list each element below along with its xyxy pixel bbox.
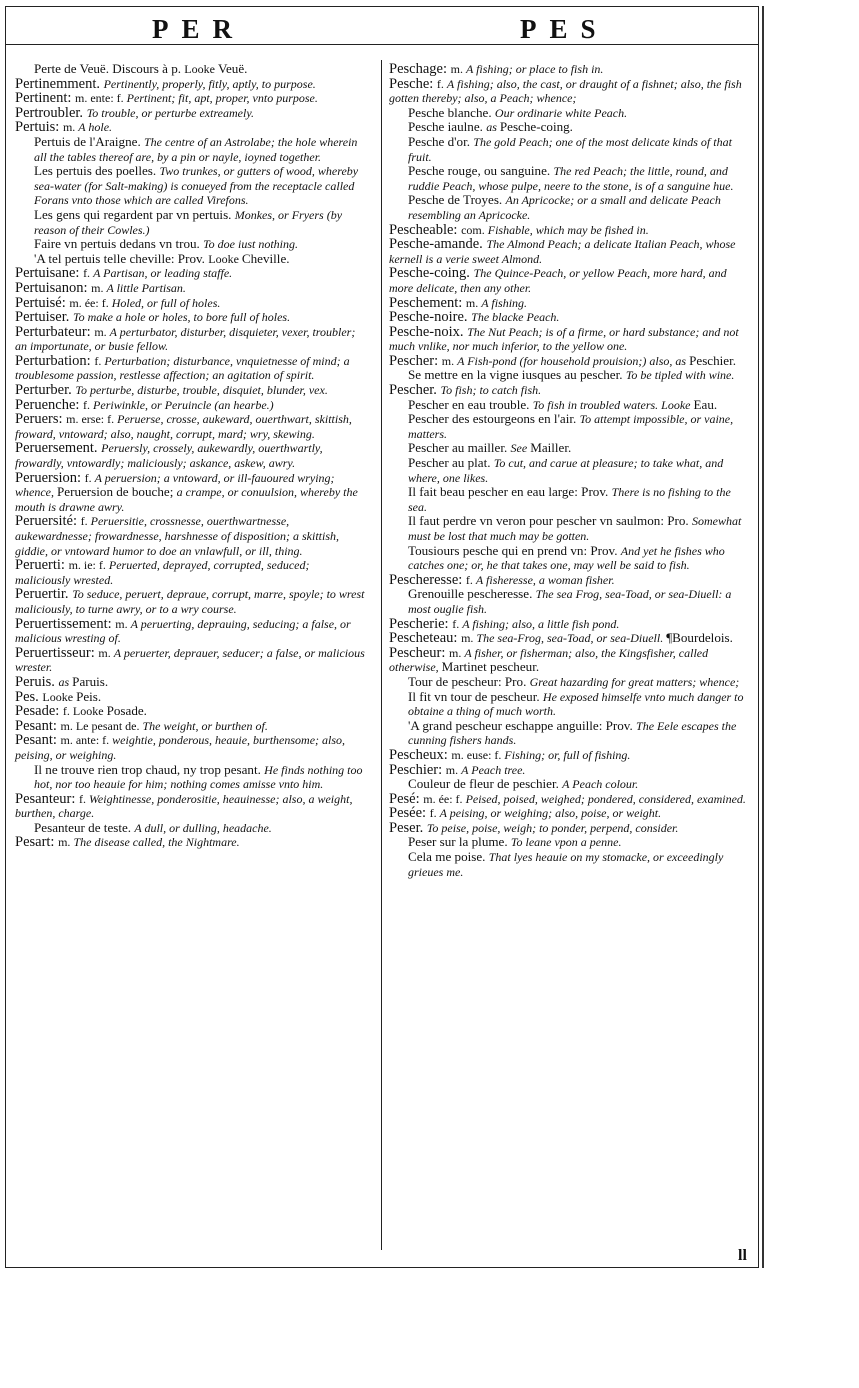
dictionary-subentry xyxy=(389,544,749,573)
headword: Pescherie: xyxy=(389,615,453,632)
headword: Cela me poise. xyxy=(408,849,489,865)
grammar: f. xyxy=(465,572,476,587)
dictionary-entry xyxy=(15,398,365,413)
reference: Eau. xyxy=(693,396,718,412)
definition: He exposed himselfe vnto much danger to obtaine a thing of much worth. xyxy=(408,689,744,719)
definition: A fishing; or place to fish in. xyxy=(465,62,604,76)
definition: A fishing; also, the cast, or draught of a fishnet; also, the fish gotten thereby; also, a Peach; whence; xyxy=(389,76,742,106)
headword: Peschement: xyxy=(389,294,466,311)
grammar: f. xyxy=(452,616,463,631)
dictionary-entry xyxy=(15,719,365,734)
reference: Peis. xyxy=(76,688,102,704)
headword: Peruerti: xyxy=(15,557,69,574)
headword: Peser. xyxy=(389,819,427,836)
headword: Peser sur la plume. xyxy=(408,834,511,850)
dictionary-entry xyxy=(15,587,365,616)
dictionary-subentry xyxy=(389,850,749,879)
headword: Les pertuis des poelles. xyxy=(34,163,160,179)
definition: He finds nothing too hot, nor too heauie for him; nothing comes amisse vnto him. xyxy=(34,762,363,792)
headword: Grenouille pescheresse. xyxy=(408,586,536,602)
headword: Pescheteau: xyxy=(389,630,462,647)
definition: The sea Frog, sea-Toad, or sea-Diuell: a most ouglie fish. xyxy=(408,587,732,616)
definition: Peruersly, crossely, aukewardly, ouerthwartly, frowardly, vntowardly; maliciously; askance, askew, awry. xyxy=(15,441,323,471)
dictionary-entry xyxy=(389,383,749,398)
dictionary-subentry xyxy=(15,252,365,267)
definition: as xyxy=(486,120,500,135)
headword: Pesche-noix. xyxy=(389,323,468,340)
headword: Perturbateur: xyxy=(15,323,95,340)
grammar: m. xyxy=(441,353,458,368)
definition: A peruersion; a vntoward, or ill-fauoured wrying; whence, xyxy=(15,470,335,500)
reference: Peschier. xyxy=(689,352,737,368)
headword: Perte de Veuë. Discours à p. xyxy=(34,61,185,76)
dictionary-subentry xyxy=(389,777,749,792)
headword: Pesche rouge, ou sanguine. xyxy=(408,163,554,179)
headword: Pescher en eau trouble. xyxy=(408,396,533,412)
headword: Pescher des estourgeons en l'air. xyxy=(408,411,580,427)
dictionary-entry xyxy=(389,310,749,325)
headword: Pesade: xyxy=(15,703,63,720)
dictionary-subentry xyxy=(389,441,749,456)
dictionary-entry xyxy=(15,471,365,515)
definition: A hole. xyxy=(78,120,113,135)
definition: To make a hole or holes, to bore full of holes. xyxy=(73,310,291,325)
dictionary-subentry xyxy=(15,164,365,208)
grammar: m. xyxy=(62,120,79,135)
headword: Pescher. xyxy=(389,382,441,399)
headword: Pescheur: xyxy=(389,644,449,661)
definition: The blacke Peach. xyxy=(471,310,560,325)
headword: Peruenche: xyxy=(15,396,84,413)
grammar: m. xyxy=(94,324,110,339)
definition: A Peach tree. xyxy=(461,762,526,777)
headword: Peruertisseur: xyxy=(15,644,99,661)
definition: The centre of an Astrolabe; the hole wherein all the tables thereof are, by a pin or nayle, ioyned together. xyxy=(34,134,358,164)
dictionary-entry xyxy=(15,354,365,383)
definition: a crampe, or conuulsion, whereby the mouth is drawne awry. xyxy=(15,485,358,514)
definition: Peruerse, crosse, aukeward, ouerthwart, skittish, froward, vntoward; also, naught, corrupt, mard; wry, skewing. xyxy=(15,412,352,441)
grammar: m. ée: f. xyxy=(69,295,112,310)
grammar: m. xyxy=(445,762,462,777)
definition: as xyxy=(58,674,73,689)
headword: Pesanteur de teste. xyxy=(34,819,135,835)
definition: A peising, or weighing; also, poise, or weight. xyxy=(439,806,662,821)
dictionary-entry xyxy=(15,835,365,850)
definition: To fish in troubled waters. Looke xyxy=(532,397,694,412)
headword: Pesant: xyxy=(15,732,61,749)
dictionary-entry xyxy=(15,325,365,354)
definition: Perturbation; disturbance, vnquietnesse of mind; a troublesome passion, restlesse affection; an agitation of spirit. xyxy=(15,353,350,383)
dictionary-entry xyxy=(389,763,749,778)
definition: See xyxy=(510,441,531,456)
headword: Pescheable: xyxy=(389,221,462,238)
headword: Pescheresse: xyxy=(389,571,466,588)
definition: To seduce, peruert, depraue, corrupt, marre, spoyle; to wrest maliciously, to turne awry, or to a wry course. xyxy=(15,587,365,616)
reference: Martinet pescheur. xyxy=(441,659,540,675)
grammar: f. xyxy=(429,806,440,821)
dictionary-entry xyxy=(389,325,749,354)
dictionary-entry xyxy=(15,733,365,762)
dictionary-subentry xyxy=(15,135,365,164)
dictionary-entry xyxy=(15,281,365,296)
headword: Tour de pescheur: Pro. xyxy=(408,673,530,689)
headword: Il fait beau pescher en eau large: Prov. xyxy=(408,484,612,500)
definition: Monkes, or Fryers (by reason of their Cowles.) xyxy=(34,207,343,237)
dictionary-subentry xyxy=(15,763,365,792)
definition: Great hazarding for great matters; whence; xyxy=(529,674,740,689)
dictionary-entry xyxy=(389,748,749,763)
headword: Pesche de Troyes. xyxy=(408,192,506,208)
definition: A fisher, or fisherman; also, the Kingsfisher, called otherwise, xyxy=(389,645,709,675)
headword: Pertuis: xyxy=(15,119,63,136)
dictionary-entry xyxy=(15,514,365,558)
definition: To doe iust nothing. xyxy=(203,237,298,252)
definition: A dull, or dulling, headache. xyxy=(134,820,272,835)
headword: Pesche-noire. xyxy=(389,309,472,326)
grammar: f. xyxy=(94,353,105,368)
dictionary-subentry xyxy=(389,106,749,121)
dictionary-entry xyxy=(15,690,365,705)
headword: 'A tel pertuis telle cheville: Prov. xyxy=(34,250,209,266)
grammar: m. erse: f. xyxy=(66,412,118,427)
definition: And yet he fishes who catches one; or, he that takes one, may well be said to fish. xyxy=(408,543,725,573)
headword: Pesche: xyxy=(389,75,437,92)
dictionary-entry xyxy=(15,120,365,135)
definition: The red Peach; the little, round, and ruddie Peach, whose pulpe, neere to the stone, is of a sanguine hue. xyxy=(408,164,734,193)
definition: To perturbe, disturbe, trouble, disquiet, blunder, vex. xyxy=(75,383,328,398)
dictionary-entry xyxy=(15,310,365,325)
grammar: m. euse: f. xyxy=(451,747,505,762)
dictionary-entry xyxy=(15,441,365,470)
definition: Peised, poised, weighed; pondered, considered, examined. xyxy=(465,791,746,806)
headword: Pesche-coing. xyxy=(389,265,474,282)
headword: Peruersement. xyxy=(15,440,102,457)
headword: Pescheux: xyxy=(389,746,452,763)
definition: Fishable, which may be fished in. xyxy=(487,222,649,237)
page-edge-rule xyxy=(762,6,764,1268)
definition: A fishing. xyxy=(481,295,528,310)
headword: Pertuisanon: xyxy=(15,279,92,296)
grammar: m. ente: f. xyxy=(75,91,127,106)
grammar: f. xyxy=(83,266,94,281)
grammar: m. xyxy=(98,645,114,660)
definition: To peise, poise, weigh; to ponder, perpend, consider. xyxy=(426,820,679,835)
grammar: m. xyxy=(449,645,465,660)
grammar: m. xyxy=(461,631,477,646)
headword: Pescher au mailler. xyxy=(408,440,511,456)
dictionary-entry xyxy=(15,106,365,121)
grammar: Looke xyxy=(208,251,242,266)
headword: Peruersité: xyxy=(15,513,81,530)
definition: Periwinkle, or Peruincle (an hearbe.) xyxy=(93,397,274,412)
dictionary-subentry xyxy=(15,821,365,836)
headword: Pesanteur: xyxy=(15,790,80,807)
headword: Pertuis de l'Araigne. xyxy=(34,133,144,149)
headword: Pertuisane: xyxy=(15,265,84,282)
grammar: m. ante: f. xyxy=(60,733,113,748)
headword: Pescher au plat. xyxy=(408,455,494,471)
dictionary-entry xyxy=(389,573,749,588)
dictionary-subentry xyxy=(15,237,365,252)
definition: The sea-Frog, sea-Toad, or sea-Diuell. xyxy=(476,631,667,646)
grammar: com. xyxy=(461,222,488,237)
definition: A little Partisan. xyxy=(106,280,186,295)
definition: Pertinent; fit, apt, proper, vnto purpose. xyxy=(126,91,318,106)
headword: Pertroubler. xyxy=(15,104,87,121)
dictionary-subentry xyxy=(15,208,365,237)
definition: To fish; to catch fish. xyxy=(440,383,542,398)
dictionary-entry xyxy=(15,77,365,92)
grammar: f. xyxy=(80,514,91,529)
dictionary-subentry xyxy=(389,719,749,748)
definition: A Fish-pond (for household prouision;) also, as xyxy=(457,353,690,368)
definition: A Partisan, or leading staffe. xyxy=(93,266,233,281)
reference: Posade. xyxy=(106,703,147,719)
headword: Peschage: xyxy=(389,61,451,77)
headword: Pertinemment. xyxy=(15,75,104,92)
definition: A perturbator, disturber, disquieter, vexer, troubler; an importunate, or busie fellow. xyxy=(15,324,356,354)
dictionary-entry xyxy=(15,91,365,106)
definition: To leane vpon a penne. xyxy=(510,835,622,850)
reference: Veuë. xyxy=(217,61,248,76)
grammar: m. xyxy=(450,62,466,76)
dictionary-entry xyxy=(389,821,749,836)
dictionary-entry xyxy=(15,412,365,441)
reference: Mailler. xyxy=(530,440,572,456)
dictionary-entry xyxy=(15,646,365,675)
headword: Il fit vn tour de pescheur. xyxy=(408,688,543,704)
dictionary-entry xyxy=(15,617,365,646)
dictionary-entry xyxy=(389,806,749,821)
reference: ¶Bourdelois. xyxy=(666,630,733,646)
headword: Peruertissement: xyxy=(15,615,116,632)
grammar: m. xyxy=(91,280,107,295)
right-column xyxy=(389,62,749,879)
dictionary-subentry xyxy=(389,456,749,485)
header-rule xyxy=(5,44,759,45)
dictionary-entry xyxy=(15,266,365,281)
headword: Pescher: xyxy=(389,352,442,369)
dictionary-entry xyxy=(389,62,749,77)
definition: The Almond Peach; a delicate Italian Peach, whose kernell is a verie sweet Almond. xyxy=(389,237,736,266)
dictionary-subentry xyxy=(389,398,749,413)
headword: Perturbation: xyxy=(15,352,95,369)
dictionary-entry xyxy=(389,354,749,369)
definition: Somewhat must be lost that much may be gotten. xyxy=(408,514,742,543)
headword: Pesant: xyxy=(15,717,61,734)
headword: Les gens qui regardent par vn pertuis. xyxy=(34,206,235,222)
running-head-left: PER xyxy=(152,14,245,44)
headword: Il ne trouve rien trop chaud, ny trop pesant. xyxy=(34,761,265,777)
grammar: m. Le pesant de. xyxy=(60,718,143,733)
dictionary-subentry xyxy=(389,514,749,543)
grammar: m. xyxy=(58,835,74,850)
definition: A peruerting, deprauing, seducing; a false, or malicious wresting of. xyxy=(15,616,351,646)
definition: A fishing; also, a little fish pond. xyxy=(462,616,620,631)
definition: The Quince-Peach, or yellow Peach, more hard, and more delicate, then any other. xyxy=(389,266,727,295)
definition: Pertinently, properly, fitly, aptly, to purpose. xyxy=(103,76,316,91)
definition: weightie, ponderous, heauie, burthensome; also, peising, or weighing. xyxy=(15,733,346,762)
definition: To attempt impossible, or vaine, matters. xyxy=(408,412,734,441)
grammar: m. ie: f. xyxy=(68,558,109,573)
definition: A Peach colour. xyxy=(562,777,639,792)
grammar: Looke xyxy=(42,689,77,704)
headword: Pes. xyxy=(15,688,43,705)
dictionary-entry xyxy=(15,296,365,311)
headword: Peruersion: xyxy=(15,469,85,486)
grammar: f. xyxy=(84,470,95,485)
definition: The Eele escapes the cunning fishers hands. xyxy=(408,718,737,748)
definition: A fisheresse, a woman fisher. xyxy=(475,572,615,587)
headword: Peruers: xyxy=(15,411,67,428)
dictionary-entry xyxy=(389,617,749,632)
reference: Pesche-coing. xyxy=(499,119,573,135)
headword: Pesart: xyxy=(15,834,59,851)
grammar: f. Looke xyxy=(62,704,107,719)
definition: Our ordinarie white Peach. xyxy=(494,105,628,120)
dictionary-subentry xyxy=(389,690,749,719)
headword: Pesche-amande. xyxy=(389,236,487,253)
dictionary-entry xyxy=(389,77,749,106)
definition: To cut, and carue at pleasure; to take what, and where, one likes. xyxy=(408,456,724,485)
grammar: m. ée: f. xyxy=(423,791,466,806)
dictionary-entry xyxy=(389,631,749,646)
headword: Pesche blanche. xyxy=(408,104,495,120)
dictionary-entry xyxy=(15,558,365,587)
definition: The disease called, the Nightmare. xyxy=(73,835,240,850)
grammar: m. xyxy=(115,616,131,631)
grammar: m. xyxy=(465,295,482,310)
headword: Tousiours pesche qui en prend vn: Prov. xyxy=(408,542,621,558)
definition: Peruerted, deprayed, corrupted, seduced; maliciously wrested. xyxy=(15,558,310,587)
left-column xyxy=(15,62,365,850)
column-divider xyxy=(381,60,382,1250)
dictionary-entry xyxy=(15,383,365,398)
grammar: f. xyxy=(436,76,447,91)
dictionary-subentry xyxy=(389,587,749,616)
headword: Perturber. xyxy=(15,382,76,399)
definition: Two trunkes, or gutters of wood, whereby sea-water (for Salt-making) is conueyed from the receptacle called Forans vnto those which are called Virefons. xyxy=(34,164,359,208)
headword: Pesée: xyxy=(389,805,430,822)
dictionary-entry xyxy=(15,675,365,690)
headword: Couleur de fleur de peschier. xyxy=(408,776,563,792)
dictionary-subentry xyxy=(389,412,749,441)
definition: An Apricocke; or a small and delicate Peach resembling an Apricocke. xyxy=(408,193,721,222)
dictionary-subentry xyxy=(389,193,749,222)
phrase: Peruersion de bouche; xyxy=(56,484,177,500)
headword: 'A grand pescheur eschappe anguille: Prov. xyxy=(408,717,637,733)
dictionary-entry xyxy=(15,704,365,719)
headword: Se mettre en la vigne iusques au pescher. xyxy=(408,367,626,383)
grammar: Looke xyxy=(184,62,218,76)
dictionary-subentry xyxy=(389,368,749,383)
definition: That lyes heauie on my stomacke, or exceedingly grieues me. xyxy=(408,850,724,879)
definition: Weightinesse, ponderositie, heauinesse; also, a weight, burthen, charge. xyxy=(15,791,353,821)
headword: Pertuiser. xyxy=(15,309,73,326)
headword: Pertinent: xyxy=(15,90,76,107)
running-head-right: PES xyxy=(520,14,609,44)
headword: Pertuisé: xyxy=(15,294,70,311)
definition: To be tipled with wine. xyxy=(625,368,735,383)
headword: Il faut perdre vn veron pour pescher vn saulmon: Pro. xyxy=(408,513,692,529)
definition: Holed, or full of holes. xyxy=(111,295,221,310)
dictionary-entry xyxy=(389,266,749,295)
headword: Pesche d'or. xyxy=(408,133,474,149)
definition: A peruerter, deprauer, seducer; a false, or malicious wrester. xyxy=(15,645,365,675)
page-number: ll xyxy=(738,1247,747,1264)
definition: The Nut Peach; is of a firme, or hard substance; and not much vnlike, nor much inferior, to the yellow one. xyxy=(389,324,739,354)
definition: The weight, or burthen of. xyxy=(142,718,268,733)
dictionary-subentry xyxy=(389,164,749,193)
definition: Peruersitie, crossnesse, ouerthwartnesse, aukewardnesse; frowardnesse, harshnesse of disposition; a skittish, giddie, or vntoward humor to doe an vnlawfull, or ill, thing. xyxy=(15,514,339,558)
definition: The gold Peach; one of the most delicate kinds of that fruit. xyxy=(408,134,732,164)
dictionary-entry xyxy=(389,296,749,311)
dictionary-subentry xyxy=(15,62,365,77)
grammar: f. xyxy=(79,791,90,806)
dictionary-entry xyxy=(389,646,749,675)
headword: Peschier: xyxy=(389,761,446,778)
grammar: f. xyxy=(83,397,94,412)
definition: Fishing; or, full of fishing. xyxy=(504,747,631,762)
dictionary-subentry xyxy=(389,485,749,514)
dictionary-subentry xyxy=(389,120,749,135)
definition: To trouble, or perturbe extreamely. xyxy=(86,105,255,120)
dictionary-subentry xyxy=(389,835,749,850)
dictionary-entry xyxy=(389,792,749,807)
dictionary-entry xyxy=(389,223,749,238)
dictionary-entry xyxy=(389,237,749,266)
headword: Peruis. xyxy=(15,673,59,690)
reference: Cheville. xyxy=(241,250,290,266)
headword: Pesé: xyxy=(389,790,424,807)
dictionary-entry xyxy=(15,792,365,821)
headword: Peruertir. xyxy=(15,586,73,603)
dictionary-subentry xyxy=(389,675,749,690)
dictionary-subentry xyxy=(389,135,749,164)
reference: Paruis. xyxy=(72,673,109,689)
definition: There is no fishing to the sea. xyxy=(408,485,731,514)
headword: Faire vn pertuis dedans vn trou. xyxy=(34,236,204,252)
headword: Pesche iaulne. xyxy=(408,119,487,135)
